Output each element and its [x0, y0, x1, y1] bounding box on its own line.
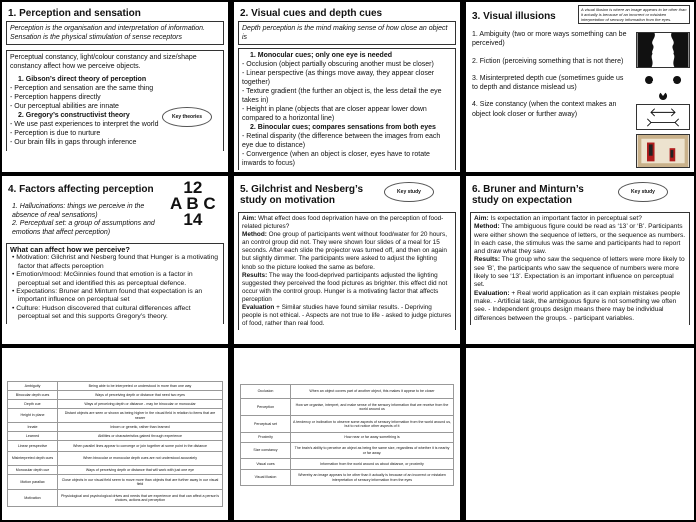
study-evaluation [242, 304, 452, 328]
glossary-definition: Ways of perceiving depth or distance that will work with just one eye [58, 466, 223, 475]
factor-emotion: • Emotion/mood: McGinnies found that emotion is a factor in perceptual set and identified this as perceptual defence. [12, 271, 193, 287]
panel-title: 1. Perception and sensation [8, 8, 141, 19]
panel-visual-illusions [466, 2, 694, 172]
glossary-row [8, 475, 223, 490]
constancy-intro: Perceptual constancy, light/colour constancy and size/shape constancy affect how we perceive objects. [10, 54, 197, 70]
glossary-term: Binocular depth cues [8, 391, 58, 400]
cue-item: - Texture gradient (the further an object is, the less detail the eye takes in) [242, 88, 442, 104]
results-label: Results: [242, 271, 268, 279]
study-box [238, 212, 456, 330]
glossary-definition: Whereby an image appears to be other than it actually is because of an incorrect or mistaken interpretation of sensory information from the eyes [291, 470, 454, 486]
glossary-definition: The brain’s ability to perceive an object as being the same size, regardless of whether it is nearby or far away. [291, 443, 454, 459]
glossary-row [241, 470, 454, 486]
factors-question: What can affect how we perceive? [10, 245, 130, 254]
glossary-definition: Ways of perceiving depth or distance - may be binocular or monocular [58, 400, 223, 409]
gibson-point: - Perception happens directly [10, 94, 101, 101]
glossary-row [241, 459, 454, 470]
panel-title: 3. Visual illusions [472, 11, 556, 22]
panel-title: 2. Visual cues and depth cues [240, 8, 383, 19]
factor-text: Emotion/mood: McGinnies found that emotion is a factor in perceptual set and identified this as perceptual defence. [16, 271, 193, 287]
glossary-term: Perception [241, 399, 291, 416]
factor-culture: • Culture: Hudson discovered that cultural differences affect perceptual set and this supports Gregory’s theory. [12, 304, 191, 321]
key-study-cloud: Key study [618, 182, 668, 202]
glossary-row [8, 400, 223, 409]
method-label: Method: [242, 231, 267, 239]
hallucination-definition: 1. Hallucinations: things we perceive in the absence of real sensations) [12, 203, 145, 219]
glossary-row [241, 416, 454, 433]
cue-item: - Linear perspective (as things move away, they appear closer together) [242, 70, 435, 86]
study-evaluation [474, 290, 686, 323]
glossary-definition: Ways of perceiving depth or distance that need two eyes [58, 391, 223, 400]
factor-text: Expectations: Bruner and Minturn found that expectation is an important influence on perceptual set [16, 288, 203, 304]
key-study-cloud: Key study [384, 182, 434, 202]
factor-text: Motivation: Gilchrist and Nesberg found that Hunger is a motivating factor that affects perception [16, 254, 219, 270]
glossary-term: Misinterpreted depth cues [8, 452, 58, 466]
panel-title: 6. Bruner and Minturn’s study on expectation [472, 184, 584, 206]
glossary-row [241, 399, 454, 416]
glossary-definition: Distant objects are seen or shown as being higher in the visual field in relation to items that are nearer [58, 409, 223, 423]
results-text: The group who saw the sequence of letters were more likely to see ‘B’, the participants who saw the sequence of numbers were more likely to see ‘13’. Expectation is an important influence on perceptual set. [474, 256, 685, 289]
glossary-term: Linear perspective [8, 441, 58, 452]
panel-glossary-2 [234, 348, 460, 520]
cue-item: - Convergence (when an object is closer, eyes have to rotate inwards to focus) [242, 151, 430, 167]
muller-lyer-image [636, 104, 690, 130]
evaluation-label: Evaluation: [474, 289, 510, 297]
gibson-point: - Our perceptual abilities are innate [10, 103, 119, 110]
perception-definition: Perception is the organisation and interpretation of information. [10, 25, 205, 32]
perceptual-set-definition: 2. Perceptual set: a group of assumptions and emotions that affect perception) [12, 220, 155, 236]
glossary-term: Visual illusion [241, 470, 291, 486]
gregory-point: - Our brain fills in gaps through inference [10, 139, 137, 146]
gregory-heading: 2. Gregory’s constructivist theory [18, 112, 130, 119]
glossary-definition: Being able to be interpreted or understood in more than one way [58, 382, 223, 391]
results-text: The way the food-deprived participants adjusted the lighting suggested they perceived the food pictures as brighter. this effect did not occur with the control group. Hunger is a motivating factor that affects perception [242, 271, 448, 303]
glossary-row [8, 466, 223, 475]
glossary-row [8, 382, 223, 391]
glossary-definition: When parallel lines appear to converge or join together at some point in the distance [58, 441, 223, 452]
gibson-point: - Perception and sensation are the same thing [10, 85, 154, 92]
gregory-point: - Perception is due to nurture [10, 130, 101, 137]
method-label: Method: [474, 223, 500, 231]
glossary-table [240, 384, 454, 486]
glossary-term: Depth cue [8, 400, 58, 409]
glossary-row [8, 423, 223, 432]
panel-title: 5. Gilchrist and Nesberg’s study on motivation [240, 184, 364, 206]
illusion-item: 2. Fiction (perceiving something that is not there) [472, 57, 624, 65]
illusion-item: 1. Ambiguity (two or more ways something can be perceived) [472, 31, 627, 48]
glossary-term: Occlusion [241, 385, 291, 399]
illusion-list [466, 28, 632, 119]
panel-perception-sensation [2, 2, 228, 172]
glossary-definition: How near or far away something is [291, 433, 454, 443]
evaluation-label: Evaluation [242, 304, 275, 312]
depth-definition: Depth perception is the mind making sense of how close an object is [238, 21, 456, 45]
glossary-row [8, 452, 223, 466]
glossary-definition: How we organise, interpret, and make sense of the sensory information that we receive from the world around us [291, 399, 454, 416]
glossary-term: Visual cues [241, 459, 291, 470]
evaluation-text: + Real world application as it can explain mistakes people make. - Artificial task, the ambiguous figure is not something we often see. - Independent groups design means there may be individual differences between the groups. - participant variables. [474, 289, 681, 322]
ambiguous-bottom: 14 [183, 210, 203, 229]
glossary-term: Monocular depth cue [8, 466, 58, 475]
factor-motivation: • Motivation: Gilchrist and Nesberg found that Hunger is a motivating factor that affects perception [12, 254, 219, 270]
cue-item: - Height in plane (objects that are closer appear lower down compared to a horizontal line) [242, 106, 427, 122]
monocular-heading: 1. Monocular cues; only one eye is needed [250, 52, 392, 59]
glossary-definition: A tendency or inclination to observe some aspects of sensory information from the world around us, but to not notice other aspects of it [291, 416, 454, 433]
results-label: Results: [474, 256, 501, 264]
aim-text: What effect does food deprivation have on the perception of food-related pictures? [242, 215, 444, 231]
ambiguous-middle: A B C [170, 194, 216, 213]
glossary-row [241, 443, 454, 459]
theories-box [6, 50, 224, 151]
glossary-row [241, 433, 454, 443]
study-method [242, 231, 452, 271]
panel-visual-depth-cues [234, 2, 460, 172]
glossary-term: Learned [8, 432, 58, 441]
glossary-term: Innate [8, 423, 58, 432]
glossary-row [8, 441, 223, 452]
glossary-row [8, 490, 223, 507]
sensation-definition: Sensation is the physical stimulation of sense receptors [10, 34, 182, 41]
cue-item: - Retinal disparity (the difference between the images from each eye due to distance) [242, 133, 441, 149]
kanizsa-triangle-image [636, 72, 690, 102]
study-aim [474, 215, 686, 223]
glossary-definition: When binocular or monocular depth cues are not understood accurately [58, 452, 223, 466]
factor-text: Culture: Hudson discovered that cultural differences affect perceptual set and this supports Gregory’s theory. [16, 304, 191, 321]
glossary-term: Motion parallax [8, 475, 58, 490]
ames-room-image [636, 134, 690, 168]
glossary-term: Motivation [8, 490, 58, 507]
illusion-definition-note: A visual illusion is where an image appears to be other than it actually is because of an incorrect or mistaken interpretation of sensory information from the eyes. [578, 5, 690, 24]
factors-box [6, 243, 224, 324]
panel-glossary-1 [2, 348, 228, 520]
glossary-definition: Information from the world around us about distance, or proximity [291, 459, 454, 470]
study-aim [242, 215, 452, 231]
ambiguous-top: 12 [183, 178, 203, 197]
glossary-row [8, 391, 223, 400]
glossary-definition: Physiological and psychological drives and needs that we experience and that can affect a person’s choices, actions and perception [58, 490, 223, 507]
glossary-row [8, 409, 223, 423]
aim-text: Is expectation an important factor in perceptual set? [488, 215, 642, 222]
glossary-definition: Close objects in our visual field seem to move more than objects that are further away in our visual field [58, 475, 223, 490]
panel-title: 4. Factors affecting perception [8, 184, 154, 195]
glossary-table [7, 381, 223, 507]
study-method [474, 223, 686, 256]
glossary-term: Size constancy [241, 443, 291, 459]
illusion-item: 4. Size constancy (when the context makes an object look closer or further away) [472, 101, 617, 118]
aim-label: Aim: [474, 215, 489, 222]
glossary-definition: Inborn or genetic, rather than learned [58, 423, 223, 432]
cue-item: - Occlusion (object partially obscuring another must be closer) [242, 61, 434, 68]
aim-label: Aim: [242, 215, 257, 222]
illusion-item: 3. Misinterpreted depth cue (sometimes guide us to depth and distance mislead us) [472, 74, 624, 92]
panel-gilchrist-nesberg [234, 176, 460, 344]
glossary-term: Perceptual set [241, 416, 291, 433]
key-theories-cloud: Key theories [162, 107, 212, 127]
ambiguous-figure [170, 180, 216, 228]
rubin-vase-image [636, 32, 690, 68]
glossary-definition: Abilities or characteristics gained through experience [58, 432, 223, 441]
study-results [474, 256, 686, 289]
method-text: One group of participants went without food/water for 20 hours, an control group did not. They were shown four slides of a meal for 15 seconds. After each slide the projector was turned off, and then on again but slightly dimmer. The participants were asked to adjust the lighting knob so the picture looked the same as before. [242, 231, 447, 271]
study-box [470, 212, 690, 325]
method-text: The ambiguous figure could be read as ‘13’ or ‘B’. Participants were either shown the sequence of letters, or the sequence as numbers. In each case, the stimulus was the same and participants had to report and draw what they saw. [474, 223, 686, 256]
glossary-row [241, 385, 454, 399]
glossary-definition: When an object covers part of another object, this makes it appear to be closer [291, 385, 454, 399]
binocular-heading: 2. Binocular cues; compares sensations from both eyes [250, 124, 436, 131]
panel-bruner-minturn [466, 176, 694, 344]
glossary-term: Proximity [241, 433, 291, 443]
definition-box [6, 21, 224, 45]
glossary-term: Ambiguity [8, 382, 58, 391]
glossary-term: Height in plane [8, 409, 58, 423]
panel-blank [466, 348, 694, 520]
study-results [242, 272, 452, 304]
factor-expectations: • Expectations: Bruner and Minturn found that expectation is an important influence on perceptual set [12, 288, 203, 304]
gibson-heading: 1. Gibson’s direct theory of perception [18, 76, 147, 83]
panel-factors-perception [2, 176, 228, 344]
cues-box [238, 48, 456, 170]
gregory-point: - We use past experiences to interpret the world [10, 121, 159, 128]
glossary-row [8, 432, 223, 441]
evaluation-text: + Similar studies have found similar results. - Depriving people is not ethical. - Aspects are not true to life - asked to judge pictures of food, rather than real food. [242, 304, 452, 328]
